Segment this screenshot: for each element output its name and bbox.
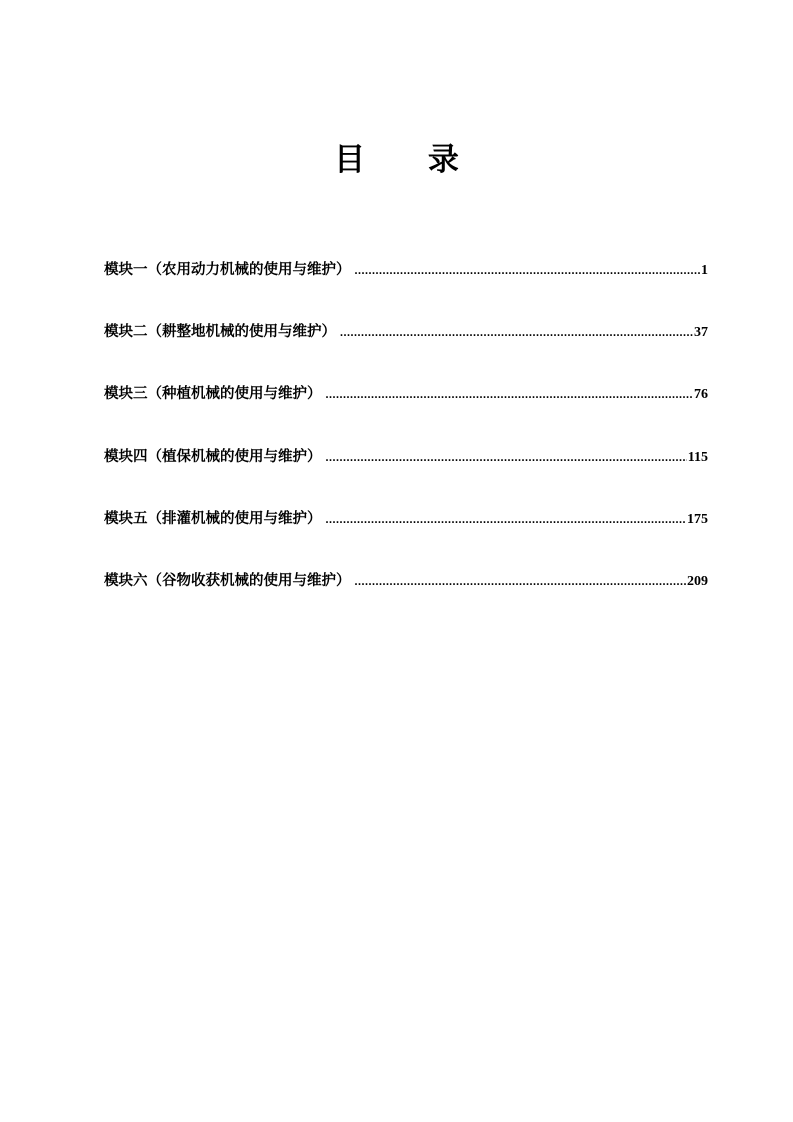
toc-dot-leader [340,317,693,348]
toc-entry-label: 模块一（农用动力机械的使用与维护） [104,261,351,278]
toc-entry-label: 模块三（种植机械的使用与维护） [104,385,322,403]
toc-entry-page: 76 [694,387,708,403]
toc-dot-leader [326,442,687,473]
toc-entry-label: 模块五（排灌机械的使用与维护） [104,509,322,527]
toc-entry[interactable] [104,565,708,596]
toc-entry-page: 37 [694,325,708,341]
toc-entry-page: 175 [687,511,708,527]
toc-dot-leader [326,504,687,535]
toc-entry-page: 209 [687,573,708,589]
toc-entry-page: 115 [687,449,708,465]
toc-dot-leader [326,379,694,410]
toc-dot-leader [355,255,701,286]
toc-entry[interactable] [104,441,708,472]
table-of-contents [104,254,708,627]
toc-entry[interactable] [104,503,708,534]
toc-entry[interactable] [104,378,708,409]
toc-entry-label: 模块四（植保机械的使用与维护） [104,447,322,465]
toc-entry[interactable] [104,316,708,347]
toc-entry-label: 模块六（谷物收获机械的使用与维护） [104,571,351,589]
toc-entry[interactable] [104,254,708,285]
toc-entry-label: 模块二（耕整地机械的使用与维护） [104,323,336,341]
toc-entry-page: 1 [701,263,708,278]
toc-title: 目 录 [334,142,485,178]
toc-dot-leader [355,566,687,597]
